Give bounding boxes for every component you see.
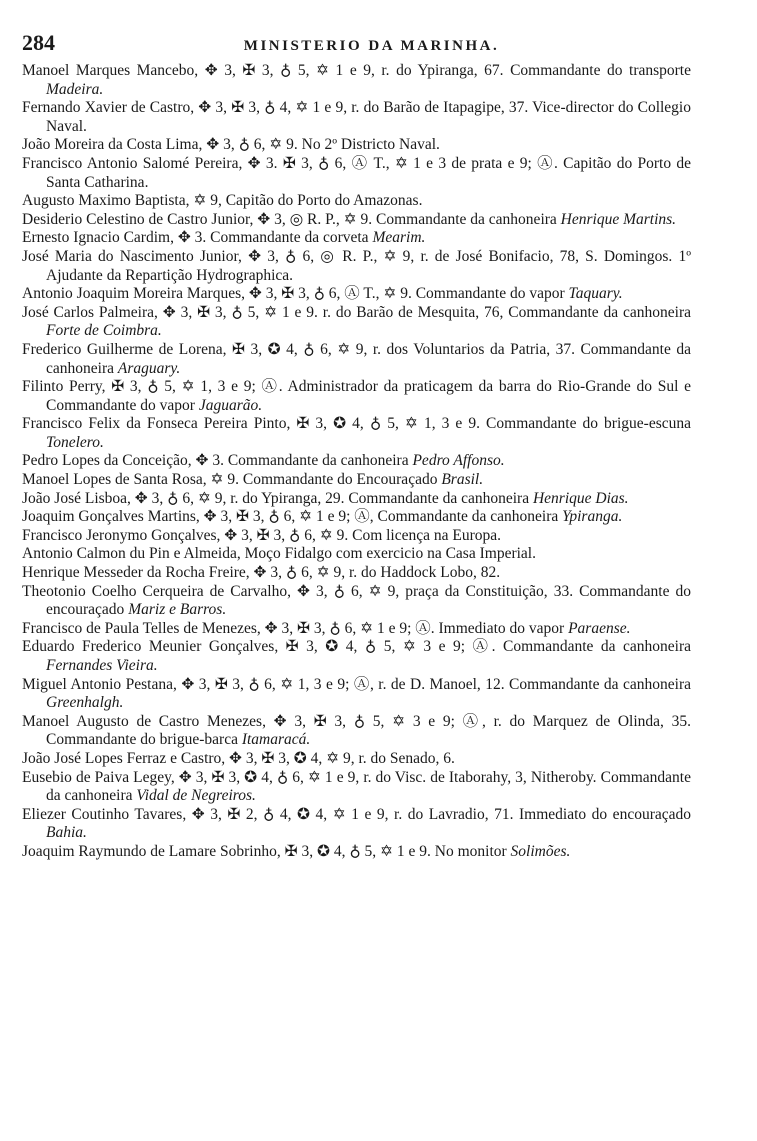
entry-text: João José Lopes Ferraz e Castro, ✥ 3, ✠ 3, ✪ 4, ✡ 9, r. do Senado, 6. <box>22 749 455 767</box>
officer-entry <box>22 508 691 527</box>
vessel-name: Bahia. <box>46 824 87 842</box>
officer-entry <box>22 155 691 192</box>
vessel-name: Henrique Dias. <box>532 489 629 507</box>
entry-text: Francisco de Paula Telles de Menezes, ✥ 3, ✠ 3, ♁ 6, ✡ 1 e 9; Ⓐ. Immediato do vapor <box>22 619 569 637</box>
page-number: 284 <box>22 30 55 55</box>
vessel-name: Solimões. <box>510 842 571 860</box>
officer-entry <box>22 713 691 750</box>
entry-text: José Carlos Palmeira, ✥ 3, ✠ 3, ♁ 5, ✡ 1 e 9. r. do Barão de Mesquita, 76, Commandante da canhoneira <box>22 303 691 321</box>
officer-entry <box>22 378 691 415</box>
page-header <box>22 30 691 58</box>
entry-text: Henrique Messeder da Rocha Freire, ✥ 3, ♁ 6, ✡ 9, r. do Haddock Lobo, 82. <box>22 564 501 582</box>
entry-text: João José Lisboa, ✥ 3, ♁ 6, ✡ 9, r. do Ypiranga, 29. Commandante da canhoneira <box>22 489 533 507</box>
entry-text: Ernesto Ignacio Cardim, ✥ 3. Commandante da corveta <box>22 229 373 247</box>
entry-text: Miguel Antonio Pestana, ✥ 3, ✠ 3, ♁ 6, ✡ 1, 3 e 9; Ⓐ, r. de D. Manoel, 12. Commandante da canhoneira <box>22 675 691 693</box>
officer-entry <box>22 806 691 843</box>
entry-text: Fernando Xavier de Castro, ✥ 3, ✠ 3, ♁ 4, ✡ 1 e 9, r. do Barão de Itapagipe, 37. Vice-director do Collegio Naval. <box>22 99 691 135</box>
officer-entry <box>22 415 691 452</box>
officer-entry <box>22 843 691 862</box>
entry-text: Theotonio Coelho Cerqueira de Carvalho, ✥ 3, ♁ 6, ✡ 9, praça da Constituição, 33. Commandante do encouraçado <box>22 582 691 619</box>
officer-entry <box>22 452 691 471</box>
officer-entry <box>22 490 691 509</box>
officer-entry <box>22 583 691 620</box>
officer-entry <box>22 471 691 490</box>
entry-text: Francisco Jeronymo Gonçalves, ✥ 3, ✠ 3, ♁ 6, ✡ 9. Com licença na Europa. <box>22 526 502 544</box>
officer-entry <box>22 620 691 639</box>
vessel-name: Madeira. <box>46 80 104 98</box>
officer-entry <box>22 211 691 230</box>
entry-text: Eduardo Frederico Meunier Gonçalves, ✠ 3, ✪ 4, ♁ 5, ✡ 3 e 9; Ⓐ. Commandante da canhoneira <box>22 638 691 656</box>
entry-text: Desiderio Celestino de Castro Junior, ✥ 3, ◎ R. P., ✡ 9. Commandante da canhoneira <box>22 210 561 228</box>
officer-entry <box>22 62 691 99</box>
officer-entry <box>22 564 691 583</box>
officer-entry <box>22 192 691 211</box>
vessel-name: Mariz e Barros. <box>128 601 227 619</box>
vessel-name: Taquary. <box>568 285 623 303</box>
officer-list <box>22 62 691 862</box>
entry-text: Francisco Antonio Salomé Pereira, ✥ 3. ✠ 3, ♁ 6, Ⓐ T., ✡ 1 e 3 de prata e 9; Ⓐ. Capitão do Porto de Santa Catharina. <box>22 154 691 191</box>
entry-text: Eliezer Coutinho Tavares, ✥ 3, ✠ 2, ♁ 4, ✪ 4, ✡ 1 e 9, r. do Lavradio, 71. Immediato do encouraçado <box>22 805 691 823</box>
entry-text: Frederico Guilherme de Lorena, ✠ 3, ✪ 4, ♁ 6, ✡ 9, r. dos Voluntarios da Patria, 37. Commandante da canhoneira <box>22 340 691 377</box>
entry-text: Manoel Lopes de Santa Rosa, ✡ 9. Commandante do Encouraçado <box>22 471 442 489</box>
vessel-name: Ypiranga. <box>562 508 623 526</box>
entry-text: Eusebio de Paiva Legey, ✥ 3, ✠ 3, ✪ 4, ♁ 6, ✡ 1 e 9, r. do Visc. de Itaborahy, 3, Nitheroby. Commandante da canhoneira <box>22 768 691 805</box>
officer-entry <box>22 638 691 675</box>
entry-text: Joaquim Raymundo de Lamare Sobrinho, ✠ 3, ✪ 4, ♁ 5, ✡ 1 e 9. No monitor <box>22 842 511 860</box>
officer-entry <box>22 341 691 378</box>
entry-text: Joaquim Gonçalves Martins, ✥ 3, ✠ 3, ♁ 6, ✡ 1 e 9; Ⓐ, Commandante da canhoneira <box>22 508 563 526</box>
entry-text: Francisco Felix da Fonseca Pereira Pinto, ✠ 3, ✪ 4, ♁ 5, ✡ 1, 3 e 9. Commandante do brigue-escuna <box>22 415 691 433</box>
entry-text: João Moreira da Costa Lima, ✥ 3, ♁ 6, ✡ 9. No 2º Districto Naval. <box>22 136 440 154</box>
vessel-name: Henrique Martins. <box>560 210 677 228</box>
officer-entry <box>22 229 691 248</box>
vessel-name: Paraense. <box>568 619 631 637</box>
vessel-name: Tonelero. <box>46 433 104 451</box>
officer-entry <box>22 285 691 304</box>
entry-text: Antonio Calmon du Pin e Almeida, Moço Fidalgo com exercicio na Casa Imperial. <box>22 545 536 563</box>
running-title: MINISTERIO DA MARINHA. <box>243 38 500 54</box>
entry-text: Augusto Maximo Baptista, ✡ 9, Capitão do Porto do Amazonas. <box>22 192 423 210</box>
officer-entry <box>22 136 691 155</box>
officer-entry <box>22 304 691 341</box>
officer-entry <box>22 545 691 564</box>
vessel-name: Vidal de Negreiros. <box>136 787 256 805</box>
vessel-name: Mearim. <box>372 229 426 247</box>
vessel-name: Greenhalgh. <box>46 694 124 712</box>
entry-text: Antonio Joaquim Moreira Marques, ✥ 3, ✠ 3, ♁ 6, Ⓐ T., ✡ 9. Commandante do vapor <box>22 285 569 303</box>
officer-entry <box>22 248 691 285</box>
officer-entry <box>22 750 691 769</box>
vessel-name: Forte de Coimbra. <box>46 322 162 340</box>
entry-text: Manoel Marques Mancebo, ✥ 3, ✠ 3, ♁ 5, ✡ 1 e 9, r. do Ypiranga, 67. Commandante do transporte <box>22 62 691 79</box>
entry-text: Manoel Augusto de Castro Menezes, ✥ 3, ✠ 3, ♁ 5, ✡ 3 e 9; Ⓐ, r. do Marquez de Olinda, 35. Commandante do brigue-barca <box>22 712 691 749</box>
entry-text: José Maria do Nascimento Junior, ✥ 3, ♁ 6, ◎ R. P., ✡ 9, r. de José Bonifacio, 78, S. Domingos. 1º Ajudante da Repartição Hydrographica. <box>22 247 691 284</box>
vessel-name: Brasil. <box>441 471 484 489</box>
entry-text: Pedro Lopes da Conceição, ✥ 3. Commandante da canhoneira <box>22 452 413 470</box>
entry-text: Filinto Perry, ✠ 3, ♁ 5, ✡ 1, 3 e 9; Ⓐ. Administrador da praticagem da barra do Rio-Grande do Sul e Commandante do vapor <box>22 378 691 414</box>
vessel-name: Araguary. <box>117 359 181 377</box>
officer-entry <box>22 527 691 546</box>
vessel-name: Pedro Affonso. <box>412 452 505 470</box>
officer-entry <box>22 676 691 713</box>
officer-entry <box>22 769 691 806</box>
vessel-name: Fernandes Vieira. <box>46 657 158 674</box>
vessel-name: Itamaracá. <box>241 731 311 749</box>
vessel-name: Jaguarão. <box>198 396 263 414</box>
officer-entry <box>22 99 691 136</box>
